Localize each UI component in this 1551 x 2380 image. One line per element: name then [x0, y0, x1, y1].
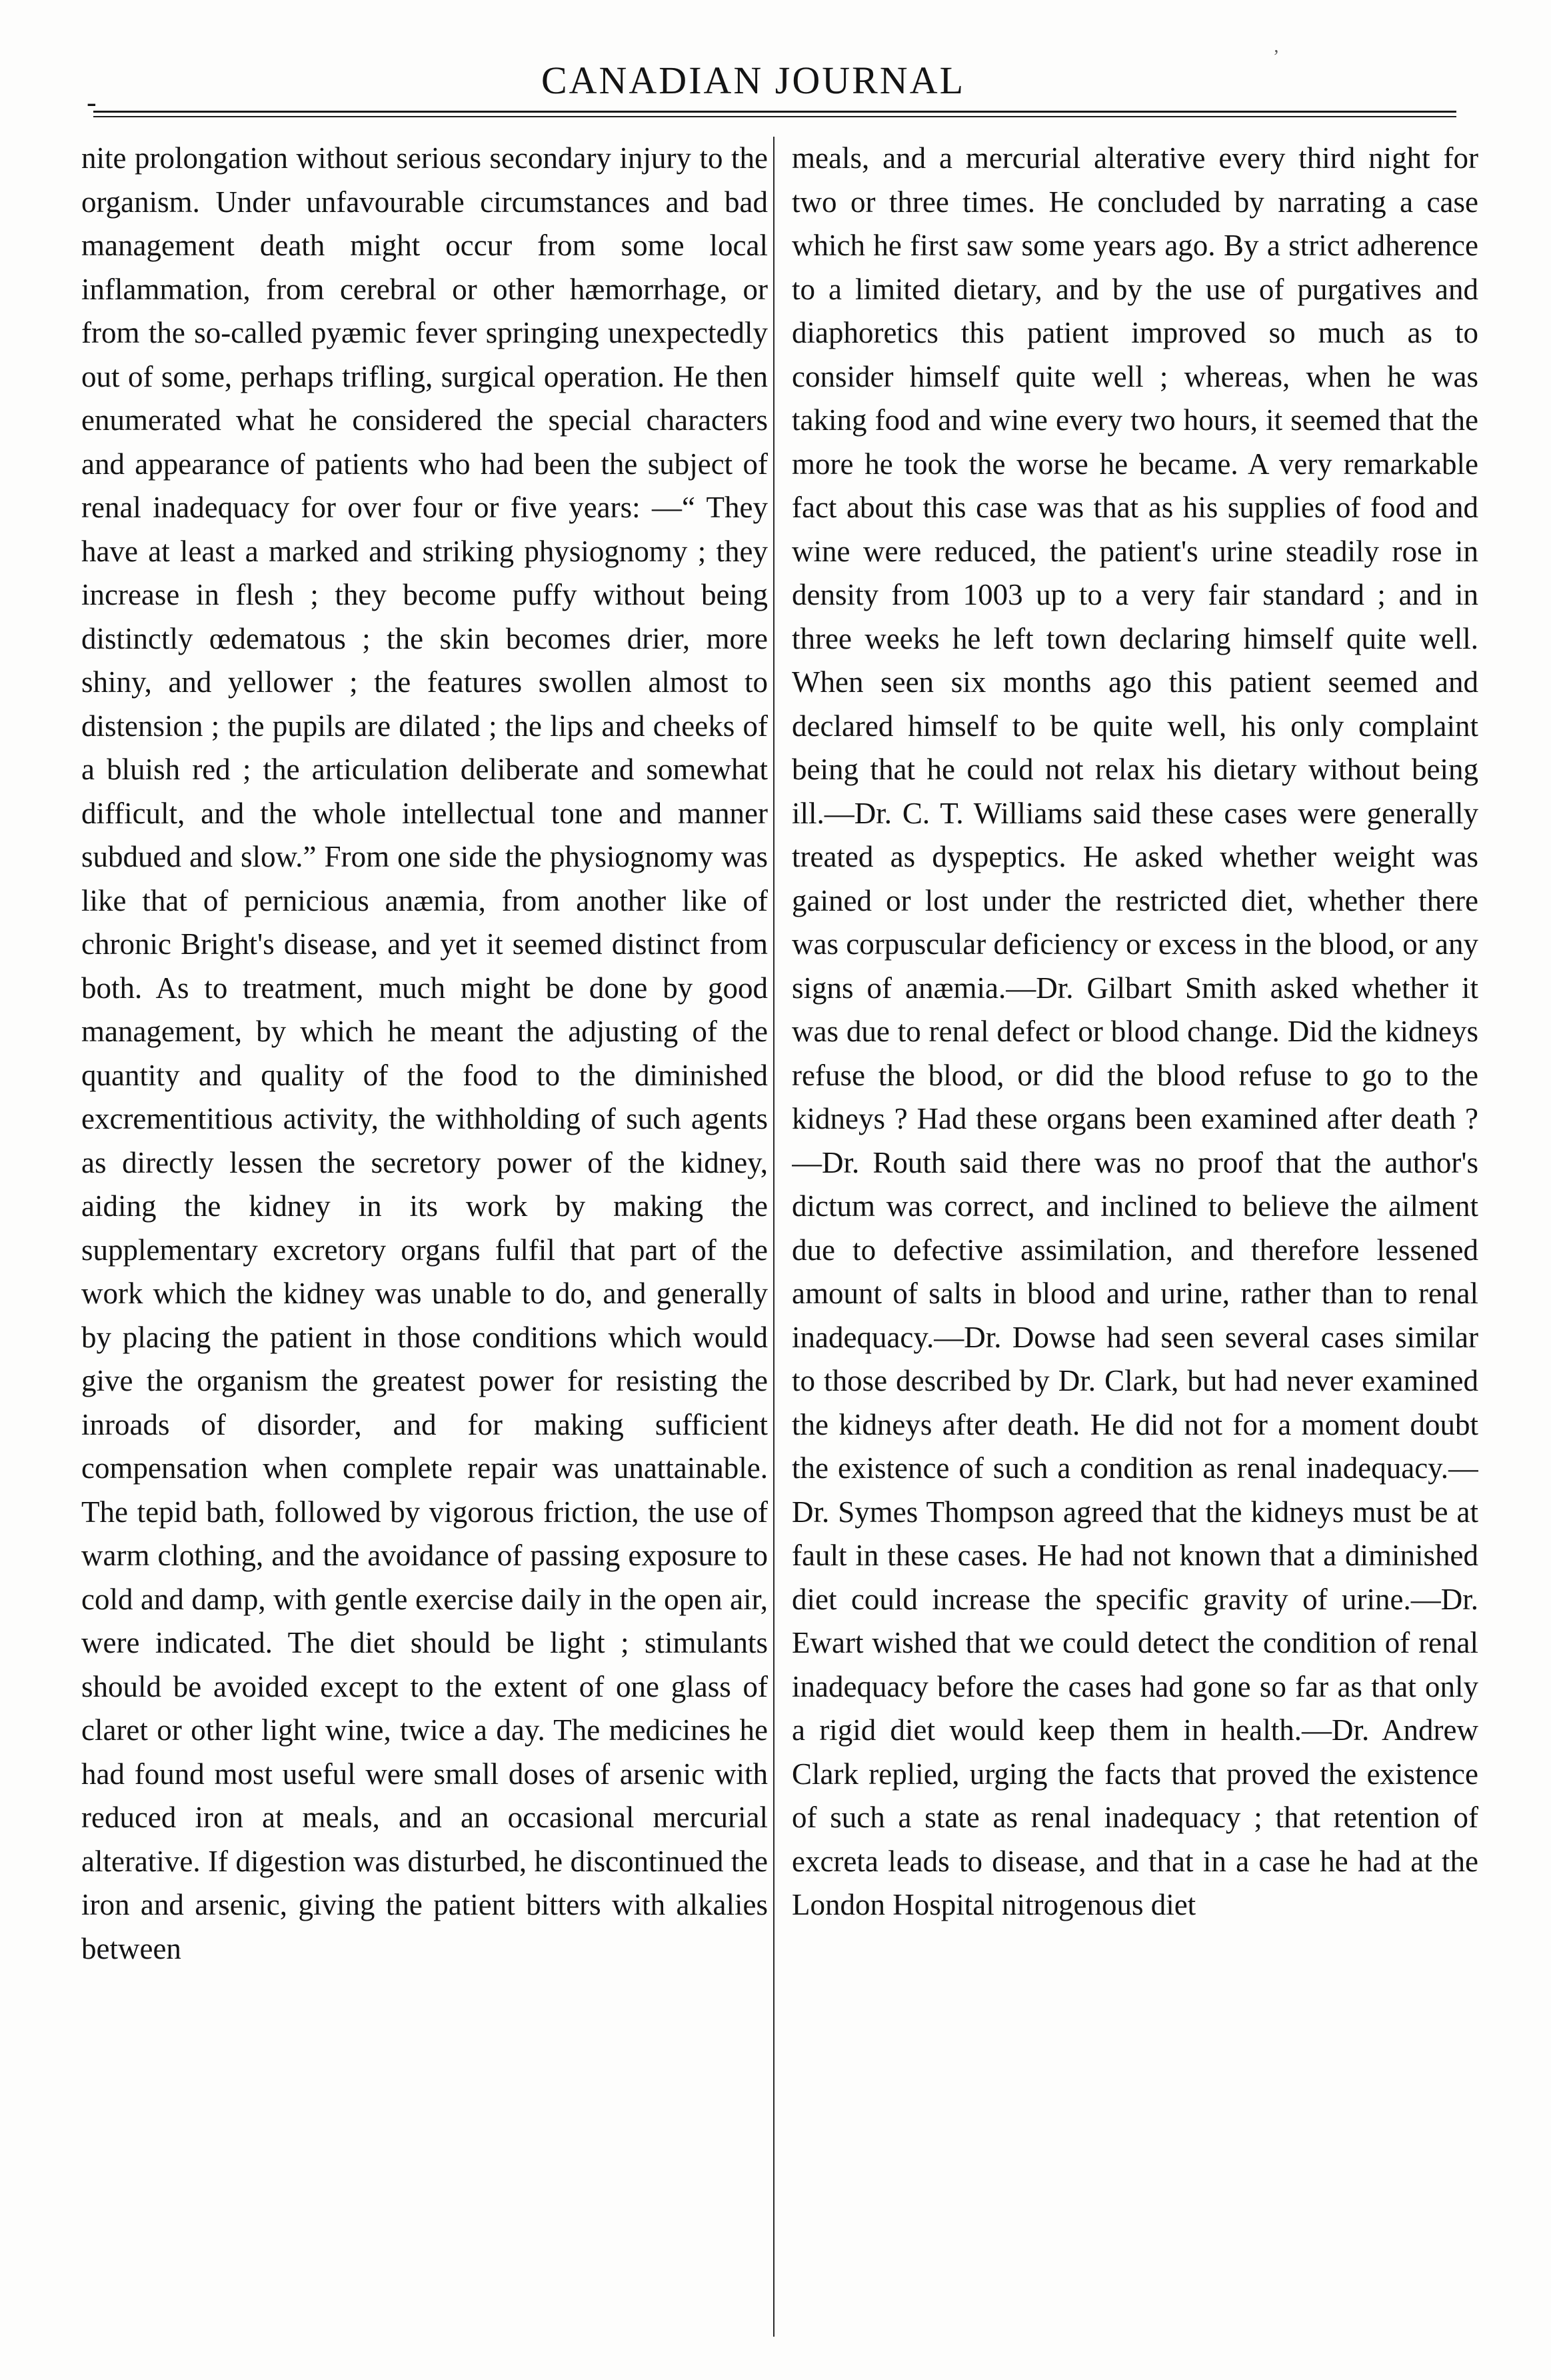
journal-title: CANADIAN JOURNAL: [541, 59, 966, 102]
left-column: [81, 137, 768, 2337]
column-divider: [773, 137, 775, 2337]
header-dash: -: [87, 86, 97, 119]
header-rule-top: [93, 111, 1456, 113]
print-speck: ’: [1273, 47, 1280, 67]
left-column-text: nite prolongation without serious secondary injury to the organism. Under unfavourable circumstances and bad management death might occur from some local inflammation, from cerebral or other hæmorrhage, or from the so-called pyæmic fever springing unexpectedly out of some, perhaps trifling, surgical operation. He then enumerated what he considered the special characters and appearance of patients who had been the subject of renal inadequacy for over four or five years: —“ They have at least a marked and striking physiognomy ; they increase in flesh ; they become puffy without being distinctly œdematous ; the skin becomes drier, more shiny, and yellower ; the features swollen almost to distension ; the pupils are dilated ; the lips and cheeks of a bluish red ; the articulation deliberate and somewhat difficult, and the whole intellectual tone and manner subdued and slow.” From one side the physiognomy was like that of pernicious anæmia, from another like of chronic Bright's disease, and yet it seemed distinct from both. As to treatment, much might be done by good management, by which he meant the adjusting of the quantity and quality of the food to the diminished excrementitious activity, the withholding of such agents as directly lessen the secretory power of the kidney, aiding the kidney in its work by making the supplementary excretory organs fulfil that part of the work which the kidney was unable to do, and generally by placing the patient in those conditions which would give the organism the greatest power for resisting the inroads of disorder, and for making sufficient compensation when complete repair was unattainable. The tepid bath, followed by vigorous friction, the use of warm clothing, and the avoidance of passing exposure to cold and damp, with gentle exercise daily in the open air, were indicated. The diet should be light ; stimulants should be avoided except to the extent of one glass of claret or other light wine, twice a day. The medicines he had found most useful were small doses of arsenic with reduced iron at meals, and an occasional mercurial alterative. If digestion was disturbed, he discontinued the iron and arsenic, giving the patient bitters with alkalies between: [81, 141, 768, 1965]
running-header: [40, 49, 1466, 119]
right-column: [792, 137, 1478, 2337]
right-column-text: meals, and a mercurial alterative every third night for two or three times. He concluded by narrating a case which he first saw some years ago. By a strict adherence to a limited dietary, and by the use of purgatives and diaphoretics this patient improved so much as to consider himself quite well ; whereas, when he was taking food and wine every two hours, it seemed that the more he took the worse he became. A very remarkable fact about this case was that as his supplies of food and wine were reduced, the patient's urine steadily rose in density from 1003 up to a very fair standard ; and in three weeks he left town declaring himself quite well. When seen six months ago this patient seemed and declared himself to be quite well, his only complaint being that he could not relax his dietary without being ill.—Dr. C. T. Williams said these cases were generally treated as dyspeptics. He asked whether weight was gained or lost under the restricted diet, whether there was corpuscular deficiency or excess in the blood, or any signs of anæmia.—Dr. Gilbart Smith asked whether it was due to renal defect or blood change. Did the kidneys refuse the blood, or did the blood refuse to go to the kidneys ? Had these organs been examined after death ?—Dr. Routh said there was no proof that the author's dictum was correct, and inclined to believe the ailment due to defective assimilation, and therefore lessened amount of salts in blood and urine, rather than to renal inadequacy.—Dr. Dowse had seen several cases similar to those described by Dr. Clark, but had never examined the kidneys after death. He did not for a moment doubt the existence of such a condition as renal inadequacy.—Dr. Symes Thompson agreed that the kidneys must be at fault in these cases. He had not known that a diminished diet could increase the specific gravity of urine.—Dr. Ewart wished that we could detect the condition of renal inadequacy before the cases had gone so far as that only a rigid diet would keep them in health.—Dr. Andrew Clark replied, urging the facts that proved the existence of such a state as renal inadequacy ; that retention of excreta leads to disease, and that in a case he had at the London Hospital nitrogenous diet: [792, 141, 1478, 1921]
header-rule-bottom: [93, 116, 1456, 117]
